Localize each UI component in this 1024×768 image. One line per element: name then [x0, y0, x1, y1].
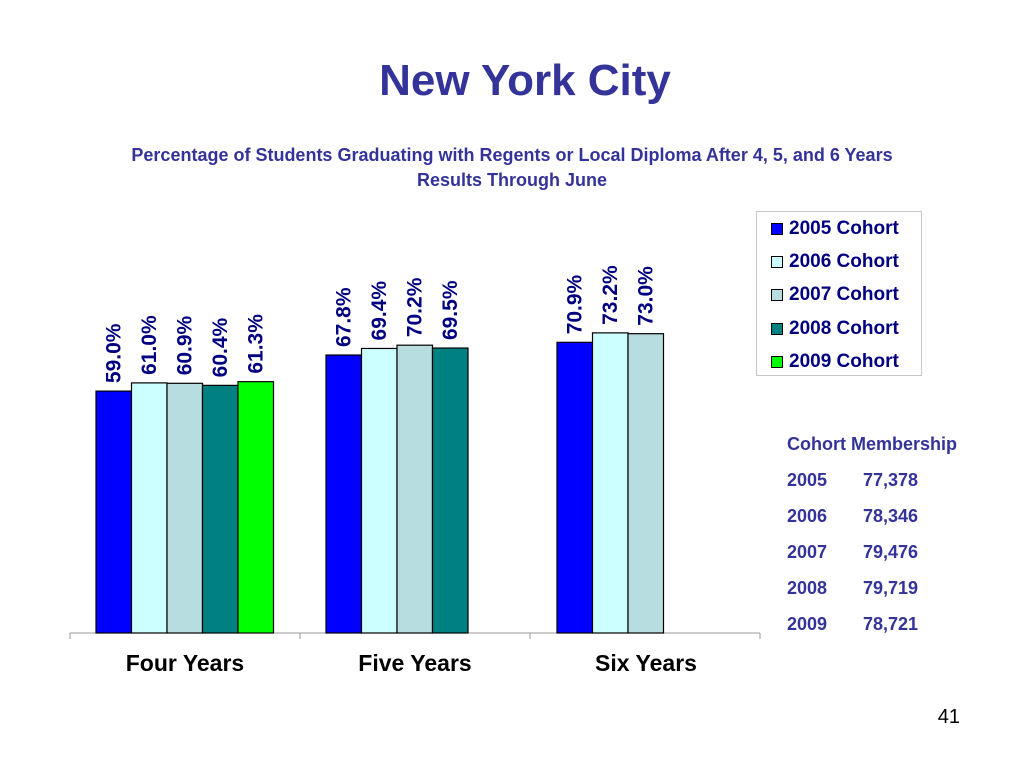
cohort-count: 79,476	[863, 542, 919, 562]
bar	[167, 383, 203, 633]
bar	[96, 391, 132, 633]
bar	[593, 333, 629, 633]
cohort-year: 2005	[787, 470, 828, 490]
bar	[203, 385, 239, 633]
cohort-count: 79,719	[863, 578, 919, 598]
legend-label: 2007 Cohort	[789, 284, 899, 306]
data-label: 69.5%	[439, 280, 463, 341]
cohort-year: 2008	[787, 578, 828, 598]
legend-swatch	[771, 256, 783, 268]
cohort-year: 2006	[787, 506, 828, 526]
data-label: 60.4%	[209, 317, 233, 378]
bar	[326, 355, 362, 633]
data-label: 69.4%	[368, 280, 392, 341]
legend-swatch	[771, 289, 783, 301]
bar	[397, 345, 433, 633]
chart-title: New York City	[379, 56, 671, 105]
legend-item	[771, 283, 899, 307]
legend-label: 2005 Cohort	[789, 218, 899, 239]
bar	[557, 342, 593, 633]
data-label: 70.9%	[563, 274, 587, 335]
data-label: 73.2%	[599, 265, 623, 325]
bar	[362, 348, 398, 633]
cohort-count: 78,721	[863, 614, 919, 634]
legend-label: 2009 Cohort	[789, 350, 899, 372]
page-number: 41	[937, 706, 960, 728]
bar	[132, 383, 168, 633]
data-label: 67.8%	[332, 287, 356, 348]
data-label: 70.2%	[403, 277, 427, 338]
bar	[238, 382, 274, 633]
subtitle-line-1: Percentage of Students Graduating with Regents or Local Diploma After 4, 5, and 6 Years	[131, 145, 893, 165]
legend-label: 2008 Cohort	[789, 317, 899, 339]
cohort-row	[787, 506, 918, 527]
legend-swatch	[771, 323, 783, 335]
cohort-membership-title: Cohort Membership	[787, 434, 958, 454]
cohort-year: 2009	[787, 614, 828, 634]
cohort-count: 77,378	[863, 470, 919, 490]
legend	[756, 211, 922, 376]
legend-item	[771, 350, 899, 374]
legend-swatch	[771, 356, 783, 368]
data-label: 73.0%	[634, 266, 658, 326]
data-label: 61.0%	[138, 315, 162, 375]
cohort-count: 78,346	[863, 506, 919, 526]
legend-swatch	[771, 223, 783, 235]
cohort-row	[787, 542, 918, 563]
data-label: 61.3%	[244, 314, 268, 374]
cohort-row	[787, 470, 918, 491]
bar	[433, 348, 469, 633]
x-tick-label: Six Years	[595, 650, 697, 676]
x-tick-label: Four Years	[125, 650, 245, 676]
cohort-year: 2007	[787, 542, 828, 562]
legend-item	[771, 250, 899, 274]
legend-label: 2006 Cohort	[789, 251, 899, 273]
subtitle-line-2: Results Through June	[416, 170, 607, 190]
legend-item	[771, 317, 899, 341]
cohort-row	[787, 614, 918, 635]
bar	[628, 334, 664, 633]
x-tick-label: Five Years	[358, 650, 472, 676]
data-label: 59.0%	[102, 323, 126, 384]
data-label: 60.9%	[173, 315, 197, 376]
legend-item	[771, 217, 899, 241]
cohort-row	[787, 578, 918, 599]
